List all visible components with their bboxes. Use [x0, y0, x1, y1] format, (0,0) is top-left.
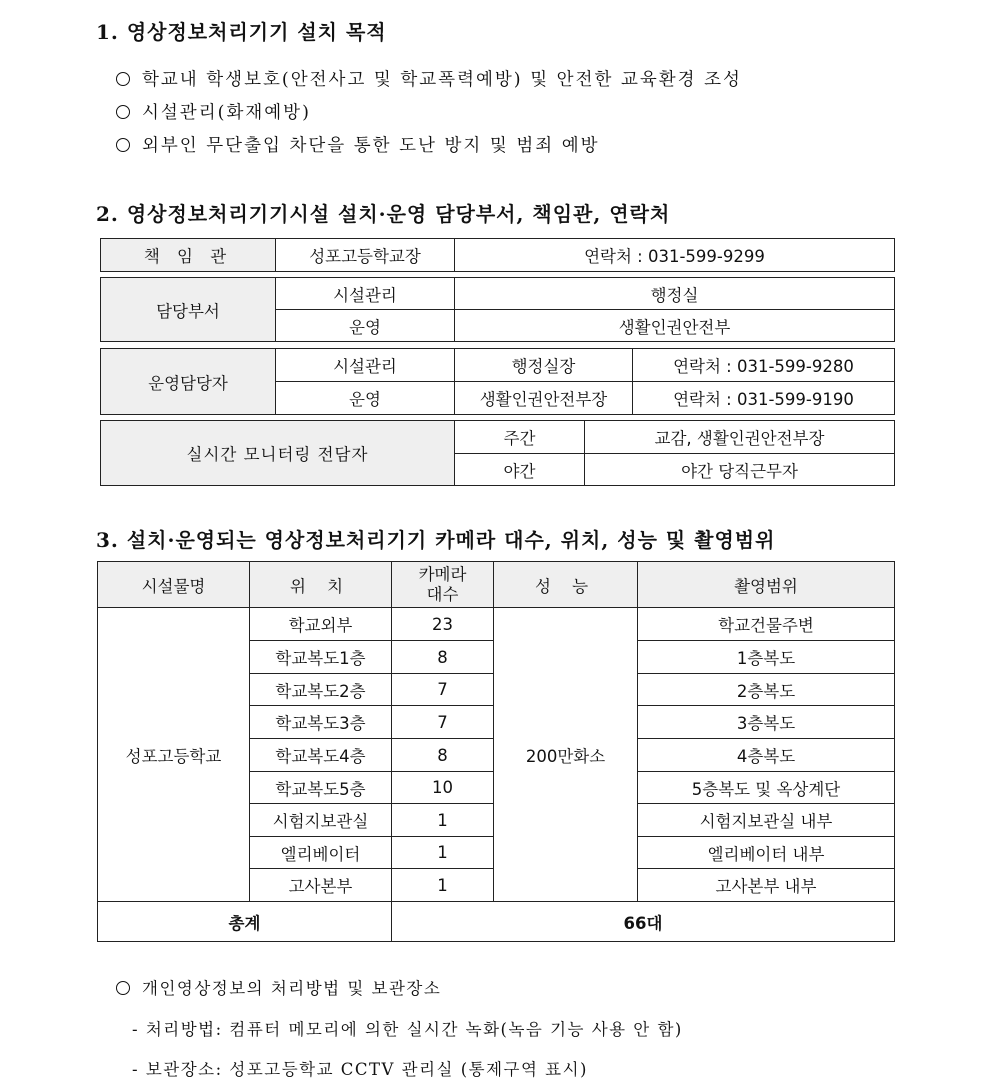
- count-cell: 1: [392, 804, 494, 837]
- count-cell: 7: [392, 706, 494, 739]
- range-cell: 4층복도: [638, 739, 895, 772]
- range-cell: 시험지보관실 내부: [638, 804, 895, 837]
- range-cell: 2층복도: [638, 674, 895, 706]
- dept-role: 운영: [276, 310, 455, 342]
- performance-cell: 200만화소: [494, 608, 638, 902]
- header-facility: 시설물명: [98, 562, 250, 608]
- count-cell: 7: [392, 674, 494, 706]
- officer-table: [100, 238, 895, 272]
- header-performance: 성 능: [494, 562, 638, 608]
- monitor-time: 주간: [455, 421, 585, 454]
- header-count-line2: 대수: [426, 584, 459, 604]
- storage-note-bullet: [116, 975, 441, 999]
- camera-table-header: [98, 562, 895, 608]
- manager-role: 시설관리: [276, 349, 455, 382]
- purpose-item-3-text: 외부인 무단출입 차단을 통한 도난 방지 및 범죄 예방: [142, 136, 600, 156]
- range-cell: 5층복도 및 옥상계단: [638, 772, 895, 804]
- monitor-person: 교감, 생활인권안전부장: [585, 421, 895, 454]
- storage-note-title: 개인영상정보의 처리방법 및 보관장소: [142, 979, 442, 998]
- total-label: 총계: [98, 902, 392, 942]
- facility-cell: 성포고등학교: [98, 608, 250, 902]
- manager-person: 행정실장: [455, 349, 633, 382]
- circle-bullet-icon: [116, 72, 130, 86]
- purpose-item-3: [116, 132, 600, 157]
- monitor-table: [100, 420, 895, 486]
- location-cell: 학교복도2층: [250, 674, 392, 706]
- location-cell: 시험지보관실: [250, 804, 392, 837]
- manager-label: 운영담당자: [101, 349, 276, 415]
- processing-method: - 처리방법: 컴퓨터 메모리에 의한 실시간 녹화(녹음 기능 사용 안 함): [132, 1020, 683, 1039]
- section2-heading: 2. 영상정보처리기기시설 설치·운영 담당부서, 책임관, 연락처: [96, 202, 671, 226]
- range-cell: 학교건물주변: [638, 608, 895, 641]
- dept-value: 생활인권안전부: [455, 310, 895, 342]
- dept-value: 행정실: [455, 278, 895, 310]
- range-cell: 엘리베이터 내부: [638, 837, 895, 869]
- section1-heading: 1. 영상정보처리기기 설치 목적: [96, 20, 387, 44]
- table-row: [98, 608, 895, 641]
- manager-role: 운영: [276, 382, 455, 415]
- dept-table: [100, 277, 895, 342]
- circle-bullet-icon: [116, 981, 130, 995]
- purpose-item-2-text: 시설관리(화재예방): [142, 103, 311, 123]
- monitor-label: 실시간 모니터링 전담자: [101, 421, 455, 486]
- count-cell: 10: [392, 772, 494, 804]
- section3-heading: 3. 설치·운영되는 영상정보처리기기 카메라 대수, 위치, 성능 및 촬영범위: [96, 528, 776, 552]
- purpose-item-2: [116, 99, 311, 124]
- header-range: 촬영범위: [638, 562, 895, 608]
- location-cell: 엘리베이터: [250, 837, 392, 869]
- count-cell: 8: [392, 641, 494, 674]
- total-value: 66대: [392, 902, 895, 942]
- count-cell: 1: [392, 869, 494, 902]
- dept-label: 담당부서: [101, 278, 276, 342]
- range-cell: 3층복도: [638, 706, 895, 739]
- camera-table: [97, 561, 895, 942]
- location-cell: 학교복도5층: [250, 772, 392, 804]
- header-location: 위 치: [250, 562, 392, 608]
- count-cell: 23: [392, 608, 494, 641]
- total-row: [98, 902, 895, 942]
- manager-table: [100, 348, 895, 415]
- officer-name: 성포고등학교장: [276, 239, 455, 272]
- officer-contact: 연락처 : 031-599-9299: [455, 239, 895, 272]
- range-cell: 고사본부 내부: [638, 869, 895, 902]
- storage-location: - 보관장소: 성포고등학교 CCTV 관리실 (통제구역 표시): [132, 1060, 588, 1079]
- count-cell: 8: [392, 739, 494, 772]
- location-cell: 학교외부: [250, 608, 392, 641]
- monitor-person: 야간 당직근무자: [585, 454, 895, 486]
- circle-bullet-icon: [116, 138, 130, 152]
- count-cell: 1: [392, 837, 494, 869]
- header-count-line1: 카메라: [418, 564, 467, 584]
- manager-contact: 연락처 : 031-599-9280: [633, 349, 895, 382]
- header-count: [392, 562, 494, 608]
- officer-label: 책 임 관: [101, 239, 276, 272]
- dept-role: 시설관리: [276, 278, 455, 310]
- monitor-time: 야간: [455, 454, 585, 486]
- range-cell: 1층복도: [638, 641, 895, 674]
- circle-bullet-icon: [116, 105, 130, 119]
- purpose-item-1-text: 학교내 학생보호(안전사고 및 학교폭력예방) 및 안전한 교육환경 조성: [142, 70, 742, 90]
- location-cell: 학교복도3층: [250, 706, 392, 739]
- manager-contact: 연락처 : 031-599-9190: [633, 382, 895, 415]
- location-cell: 고사본부: [250, 869, 392, 902]
- manager-person: 생활인권안전부장: [455, 382, 633, 415]
- purpose-item-1: [116, 66, 742, 91]
- location-cell: 학교복도4층: [250, 739, 392, 772]
- location-cell: 학교복도1층: [250, 641, 392, 674]
